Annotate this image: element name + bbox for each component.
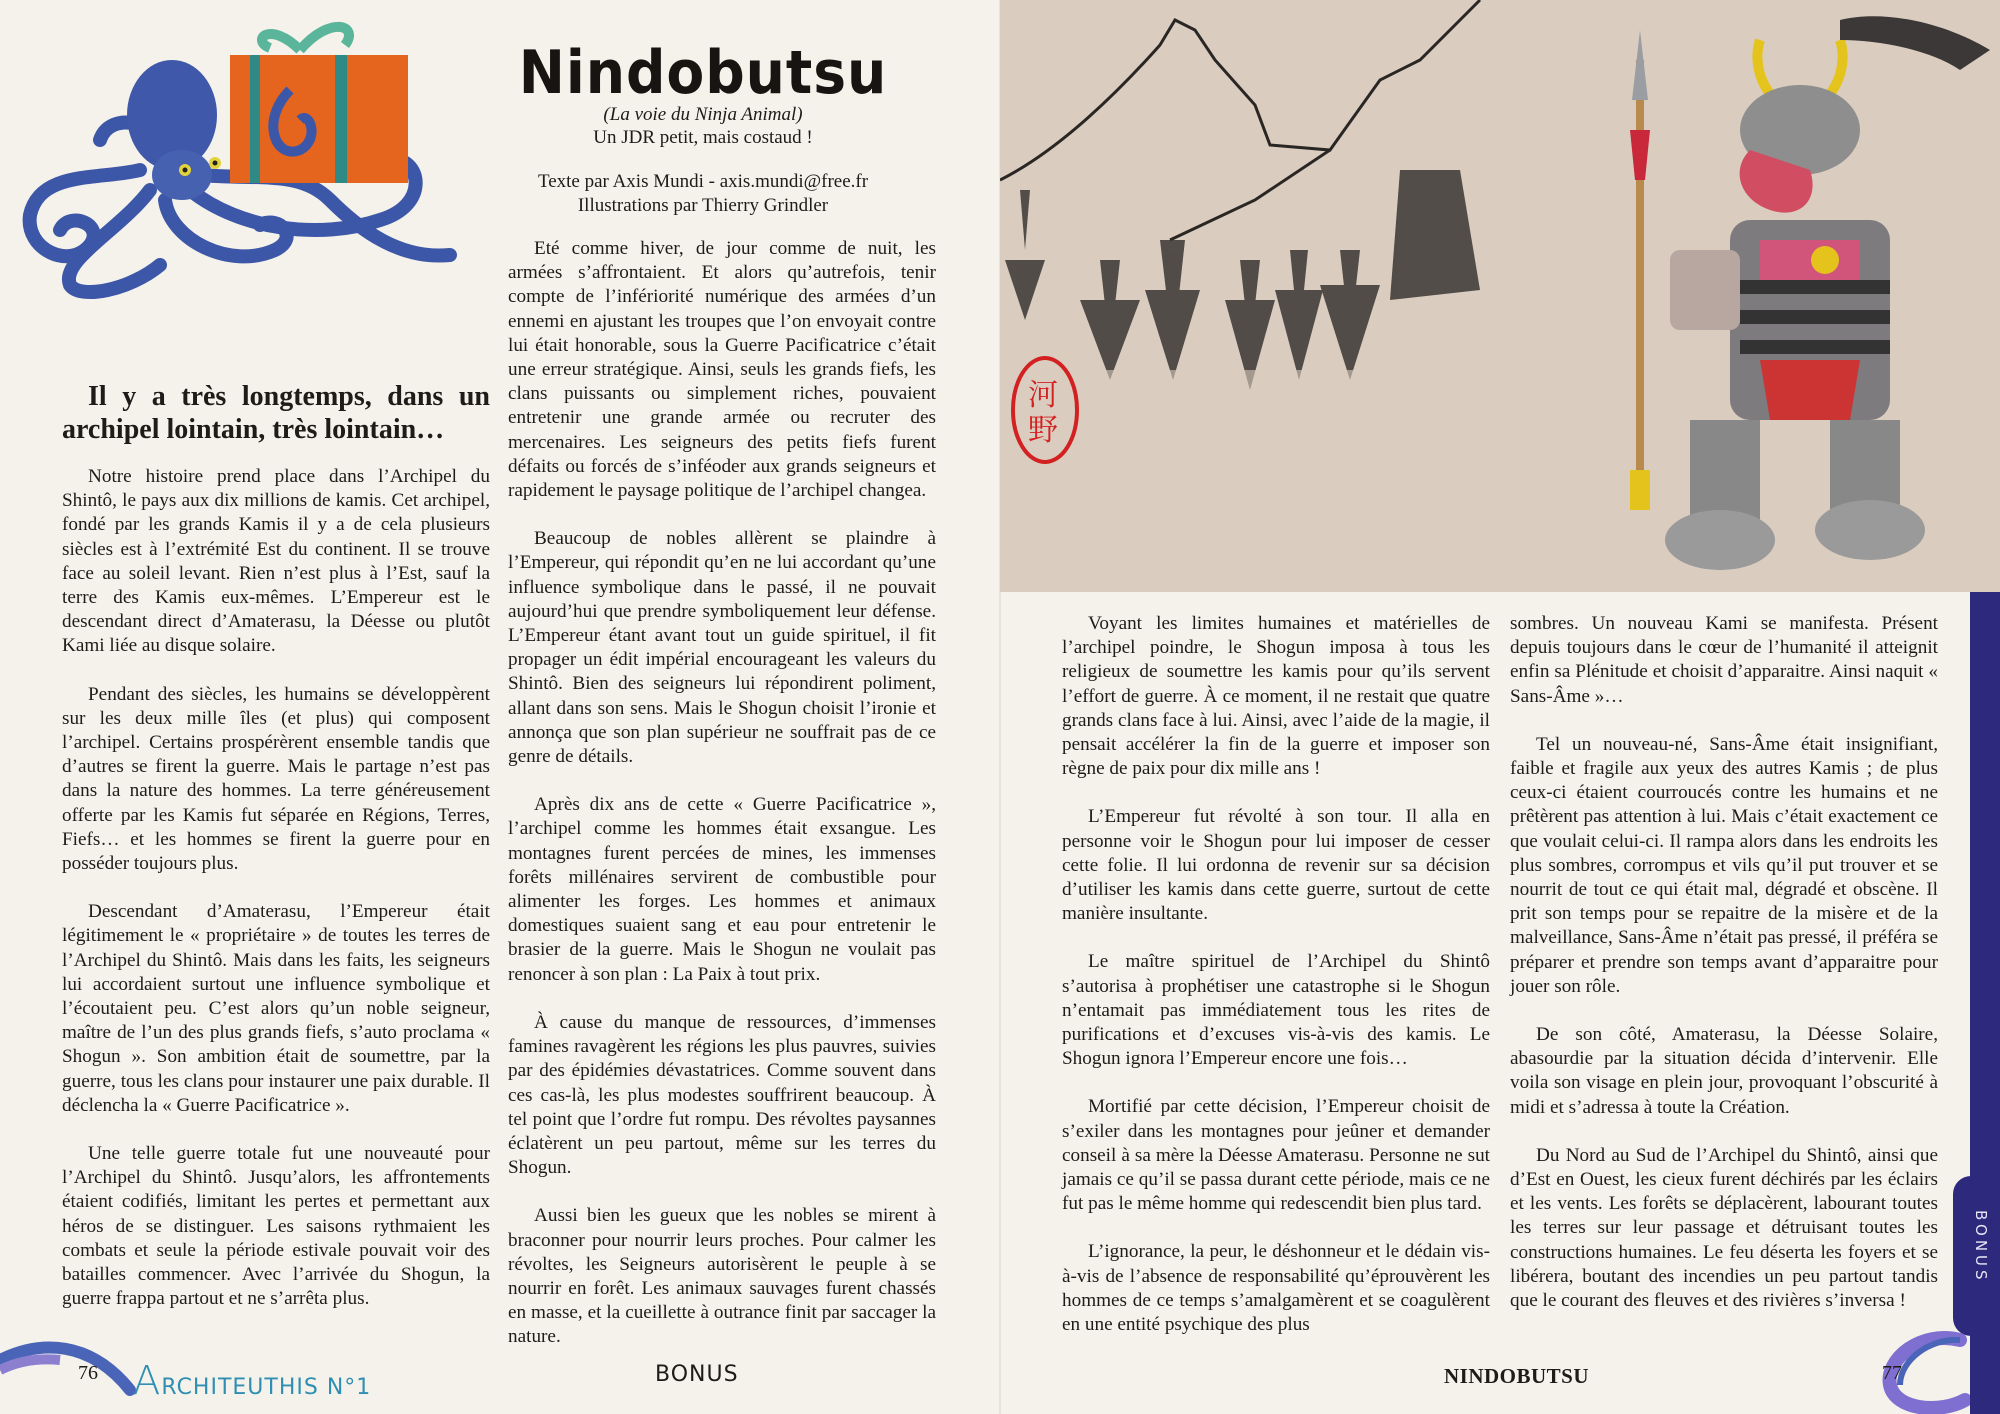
- section-tab-label: BONUS: [1972, 1210, 1990, 1284]
- running-title: NINDOBUTSU: [1444, 1364, 1590, 1388]
- paragraph: Après dix ans de cette « Guerre Pacificatrice », l’archipel comme les hommes était exsangue. Les montagnes furent percées de mines, les immenses forêts millénaires servirent de combustible pour alimenter les forges. Les hommes et animaux domestiques suaient sang et eau pour entretenir le brasier de la guerre. Mais le Shogun ne voulait pas renoncer à son plan : La Paix à tout prix.: [508, 794, 936, 985]
- brand-rest: RCHITEUTHIS N°1: [161, 1375, 372, 1400]
- paragraph: Mortifié par cette décision, l’Empereur choisit de s’exiler dans les montagnes pour jeûner et demander conseil à sa mère la Déesse Amaterasu. Personne ne sut jamais ce qu’il se passa durant cette période, mais ce ne fut pas le même homme qui redescendit bien plus tard.: [1062, 1096, 1490, 1215]
- magazine-brand: [133, 1358, 371, 1404]
- text-column-1: [62, 465, 490, 1336]
- paragraph: Notre histoire prend place dans l’Archipel du Shintô, le pays aux dix millions de kamis. Cet archipel, fondé par les grands Kamis il y a de cela plusieurs siècles est à l’extrémité Est du continent. Il se trouve face au soleil levant. Rien n’est plus à l’Est, sauf la terre des Kamis eux-mêmes. L’Empereur est le descendant direct d’Amaterasu, la Déesse ou plutôt Kami liée au disque solaire.: [62, 466, 490, 657]
- paragraph: Descendant d’Amaterasu, l’Empereur était légitimement le « propriétaire » de toutes les terres de l’Archipel du Shintô. Mais dans les faits, les seigneurs lui accordaient surtout une influence symbolique et l’écoutaient peu. C’est alors qu’un noble seigneur, maître de l’un des plus grands fiefs, s’auto proclama « Shogun ». Son ambition était de soumettre, par la guerre, tous les clans pour instaurer une paix durable. Il déclencha la « Guerre Pacificatrice ».: [62, 901, 490, 1116]
- text-column-2: [508, 237, 936, 1374]
- paragraph: L’ignorance, la peur, le déshonneur et le dédain vis-à-vis de l’absence de responsabilité qu’éprouvèrent les hommes de ce temps s’amalgamèrent et se coagulèrent en une entité psychique des plus: [1062, 1241, 1490, 1336]
- tentacle-decoration-icon: [0, 1330, 140, 1414]
- paragraph: De son côté, Amaterasu, la Déesse Solaire, abasourdie par la situation décida d’intervenir. Elle voila son visage en plein jour, provoquant l’obscurité à midi et s’adressa à toute la Création.: [1510, 1024, 1938, 1118]
- samurai-landscape-illustration: [1000, 0, 2000, 592]
- article-subtitle: (La voie du Ninja Animal): [603, 104, 803, 125]
- page-number-right: 77: [1882, 1362, 1902, 1384]
- tentacle-decoration-icon: [1860, 1330, 1970, 1414]
- page-number-left: 76: [78, 1362, 98, 1384]
- paragraph: Voyant les limites humaines et matérielles de l’archipel poindre, le Shogun imposa à tous les religieux de soumettre les kamis pour qu’ils servent l’effort de guerre. À ce moment, il ne restait que quatre grands clans face à lui. Ainsi, avec l’aide de la magie, il pensait accélérer la fin de la guerre et imposer son règne de paix pour dix mille ans !: [1062, 613, 1490, 780]
- paragraph: L’Empereur fut révolté à son tour. Il alla en personne voir le Shogun pour lui imposer de cesser cette folie. Il lui ordonna de revenir sur sa décision d’utiliser les kamis dans cette guerre, surtout de cette manière insultante.: [1062, 806, 1490, 925]
- paragraph: À cause du manque de ressources, d’immenses famines ravagèrent les régions les plus pauvres, suivies par des épidémies dévastatrices. Comme souvent dans ces cas-là, les plus modestes souffrirent beaucoup. À tel point que l’ordre fut rompu. Des révoltes paysannes éclatèrent un peu partout, même sur les terres du Shogun.: [508, 1011, 936, 1179]
- section-label: BONUS: [655, 1362, 739, 1387]
- paragraph: Le maître spirituel de l’Archipel du Shintô s’autorisa à prophétiser une catastrophe si le Shogun n’entamait pas immédiatement tous les rites de purifications et d’excuses vis-à-vis des kamis. Le Shogun ignora l’Empereur encore une fois…: [1062, 951, 1490, 1070]
- illustrator-credit: Illustrations par Thierry Grindler: [577, 195, 829, 216]
- text-column-3: [1062, 612, 1490, 1361]
- svg-text:野: 野: [1028, 413, 1058, 448]
- paragraph: Aussi bien les gueux que les nobles se mirent à braconner pour nourrir leurs proches. Pour calmer les révoltes, les Seigneurs autorisèrent le peuple à se nourrir en forêt. Les animaux sauvages furent chassés en masse, et la cueillette à outrance finit par saccager la nature.: [508, 1205, 936, 1348]
- brand-initial: A: [133, 1358, 162, 1404]
- paragraph: Tel un nouveau-né, Sans-Âme était insignifiant, faible et fragile aux yeux des autres Kamis ; de plus ceux-ci étaient courroucés contre les humains et ne prêtèrent pas attention à lui. Mais c’était exactement ce que voulait celui-ci. Il rampa alors dans les endroits les plus sombres, corrompus et vils qu’il put trouver et se nourrit de tout ce qui était mal, dégradé et obscène. Il prit son temps pour se repaitre de la misère et de la malveillance, Sans-Âme n’était pas pressé, il préféra se préparer et prendre son temps avant d’apparaitre pour jouer son rôle.: [1510, 733, 1938, 997]
- paragraph-continued: sombres. Un nouveau Kami se manifesta. Présent depuis toujours dans le cœur de l’humanité il atteignit enfin sa Plénitude et choisit d’apparaitre. Ainsi naquit « Sans-Âme »…: [1510, 613, 1938, 707]
- samurai-landscape-icon: [1000, 0, 2000, 592]
- author-credit: Texte par Axis Mundi - axis.mundi@free.fr: [537, 171, 869, 192]
- paragraph: Du Nord au Sud de l’Archipel du Shintô, ainsi que d’Est en Ouest, les cieux furent déchirés par les éclairs et les vents. Les forêts se déplacèrent, labourant toutes les terres sur leur passage et détruisant toutes les constructions humaines. Le feu déserta les foyers et se libérera, boutant des incendies un peu partout tandis que le courant des fleuves et des rivières s’inversa !: [1510, 1144, 1938, 1312]
- section-headline: Il y a très longtemps, dans un archipel lointain, très lointain…: [62, 381, 490, 445]
- text-column-4: [1510, 612, 1938, 1337]
- paragraph: Une telle guerre totale fut une nouveauté pour l’Archipel du Shintô. Jusqu’alors, les affrontements étaient codifiés, limitant les pertes et permettant aux héros de se distinguer. Les saisons rythmaient les combats et seule la période estivale pouvait voir des batailles commencer. Avec l’arrivée du Shogun, la guerre frappa partout et ne s’arrêta plus.: [62, 1143, 490, 1310]
- article-tagline: Un JDR petit, mais costaud !: [593, 127, 813, 148]
- paragraph: Beaucoup de nobles allèrent se plaindre à l’Empereur, qui répondit qu’en ne lui accordant qu’une influence symbolique dans le passé, il ne pouvait aujourd’hui que prendre symboliquement leur défense. L’Empereur étant avant tout un guide spirituel, il fit propager un édit impérial encourageant les valeurs du Shintô. Bien des seigneurs lui répondirent poliment, allant dans son sens. Mais le Shogun choisit l’ironie et annonça que son plan supérieur ne souffrait pas de ce genre de détails.: [508, 528, 936, 768]
- octopus-with-gift-icon: [0, 0, 490, 320]
- paragraph: Eté comme hiver, de jour comme de nuit, les armées s’affrontaient. Et alors qu’autrefois, tenir compte de l’infériorité numérique des armées d’un ennemi en ajustant les troupes que l’on envoyait contre lui était honorable, sous la Guerre Pacificatrice c’était une erreur stratégique. Ainsi, seuls les grands fiefs, les clans puissants ou simplement riches, pouvaient entretenir une grande armée ou recruter des mercenaires. Les seigneurs des petits fiefs furent défaits ou forcés de s’inféoder aux grands seigneurs et rapidement le paysage politique de l’archipel changea.: [508, 238, 936, 502]
- paragraph: Pendant des siècles, les humains se développèrent sur les deux mille îles (et plus) qui composent l’archipel. Certains prospérèrent ensemble tandis que d’autres se firent la guerre. Mais le partage n’est pas dans la nature des hommes. La terre généreusement offerte par les Kamis fut séparée en Régions, Terres, Fiefs… et les hommes se firent la guerre pour en posséder toujours plus.: [62, 683, 490, 875]
- svg-text:河: 河: [1028, 378, 1058, 413]
- octopus-gift-illustration: [0, 0, 490, 320]
- article-header: [488, 40, 918, 218]
- article-title: Nindobutsu: [518, 38, 888, 108]
